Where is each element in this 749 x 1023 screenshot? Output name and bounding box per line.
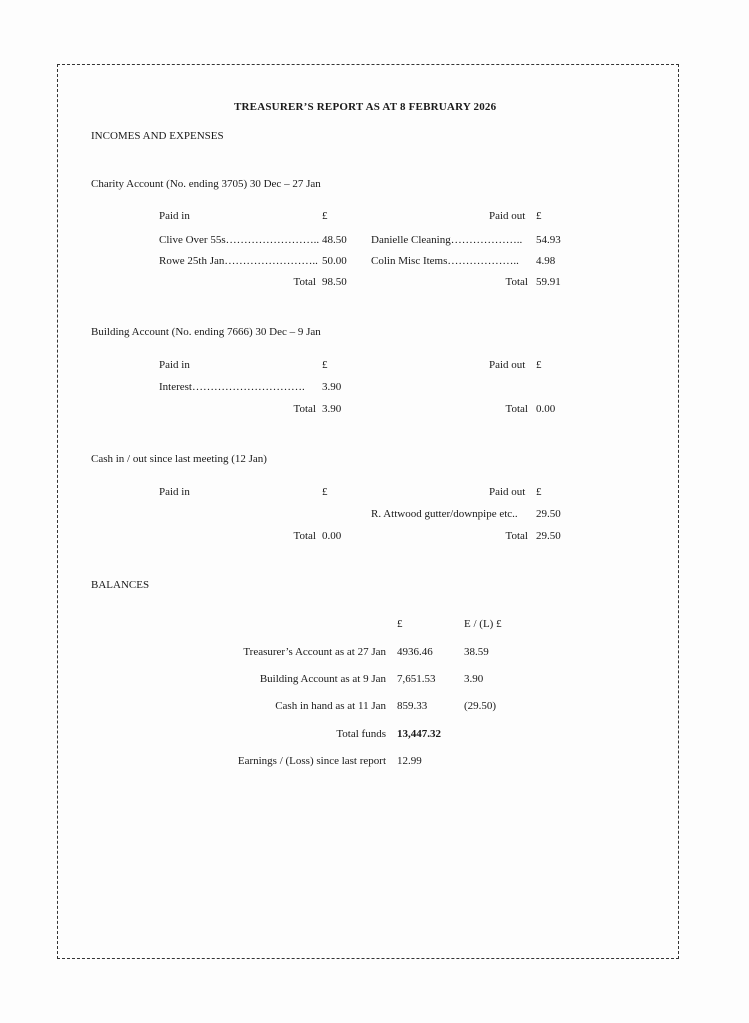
charity-in-currency: £ [322,210,328,222]
cash-paid-in-label: Paid in [159,486,190,498]
charity-in-item-value: 48.50 [322,234,347,246]
charity-total-out-label: Total [505,276,528,288]
total-funds-label: Total funds [336,728,386,740]
balances-heading: BALANCES [91,579,150,591]
charity-out-item-value: 54.93 [536,234,561,246]
charity-paid-out-label: Paid out [489,210,526,222]
balances-amount-column-header: £ [397,618,403,630]
cash-in-currency: £ [322,486,328,498]
balance-row-label: Building Account as at 9 Jan [259,673,386,685]
charity-in-item-label: Clive Over 55s…………………….. [159,234,320,246]
charity-account-heading: Charity Account (No. ending 3705) 30 Dec – 27 Jan [91,178,321,190]
balance-row-label: Treasurer’s Account as at 27 Jan [243,646,386,658]
charity-out-item-label: Colin Misc Items……………….. [371,255,519,267]
building-in-currency: £ [322,359,328,371]
balance-row-el: 3.90 [464,673,484,685]
balance-row-el: 38.59 [464,646,489,658]
cash-out-item-value: 29.50 [536,508,561,520]
building-out-currency: £ [536,359,542,371]
charity-in-item-value: 50.00 [322,255,347,267]
balance-row-amount: 4936.46 [397,646,433,658]
building-in-item-label: Interest…………………………. [159,381,305,393]
charity-paid-in-label: Paid in [159,210,190,222]
cash-heading: Cash in / out since last meeting (12 Jan) [91,453,267,465]
cash-paid-out-label: Paid out [489,486,526,498]
charity-out-item-value: 4.98 [536,255,556,267]
charity-total-in-value: 98.50 [322,276,347,288]
building-total-in-label: Total [293,403,316,415]
balance-row-amount: 859.33 [397,700,428,712]
building-paid-in-label: Paid in [159,359,190,371]
dashed-page-border [57,64,679,959]
balance-row-el: (29.50) [464,700,497,712]
cash-out-currency: £ [536,486,542,498]
report-title: TREASURER’S REPORT AS AT 8 FEBRUARY 2026 [234,101,497,113]
cash-total-out-value: 29.50 [536,530,561,542]
building-in-item-value: 3.90 [322,381,342,393]
incomes-expenses-heading: INCOMES AND EXPENSES [91,130,224,142]
cash-total-in-value: 0.00 [322,530,342,542]
cash-total-in-label: Total [293,530,316,542]
building-paid-out-label: Paid out [489,359,526,371]
cash-out-item-label: R. Attwood gutter/downpipe etc.. [371,508,518,520]
charity-out-item-label: Danielle Cleaning……………….. [371,234,523,246]
earnings-label: Earnings / (Loss) since last report [237,755,386,767]
building-total-out-value: 0.00 [536,403,556,415]
earnings-value: 12.99 [397,755,422,767]
building-account-heading: Building Account (No. ending 7666) 30 Dec – 9 Jan [91,326,321,338]
building-total-in-value: 3.90 [322,403,342,415]
balance-row-amount: 7,651.53 [397,673,436,685]
cash-total-out-label: Total [505,530,528,542]
charity-in-item-label: Rowe 25th Jan…………………….. [159,255,318,267]
charity-out-currency: £ [536,210,542,222]
balances-el-column-header: E / (L) £ [464,618,502,630]
total-funds-value: 13,447.32 [397,728,441,740]
balance-row-label: Cash in hand as at 11 Jan [275,700,386,712]
building-total-out-label: Total [505,403,528,415]
charity-total-out-value: 59.91 [536,276,561,288]
charity-total-in-label: Total [293,276,316,288]
